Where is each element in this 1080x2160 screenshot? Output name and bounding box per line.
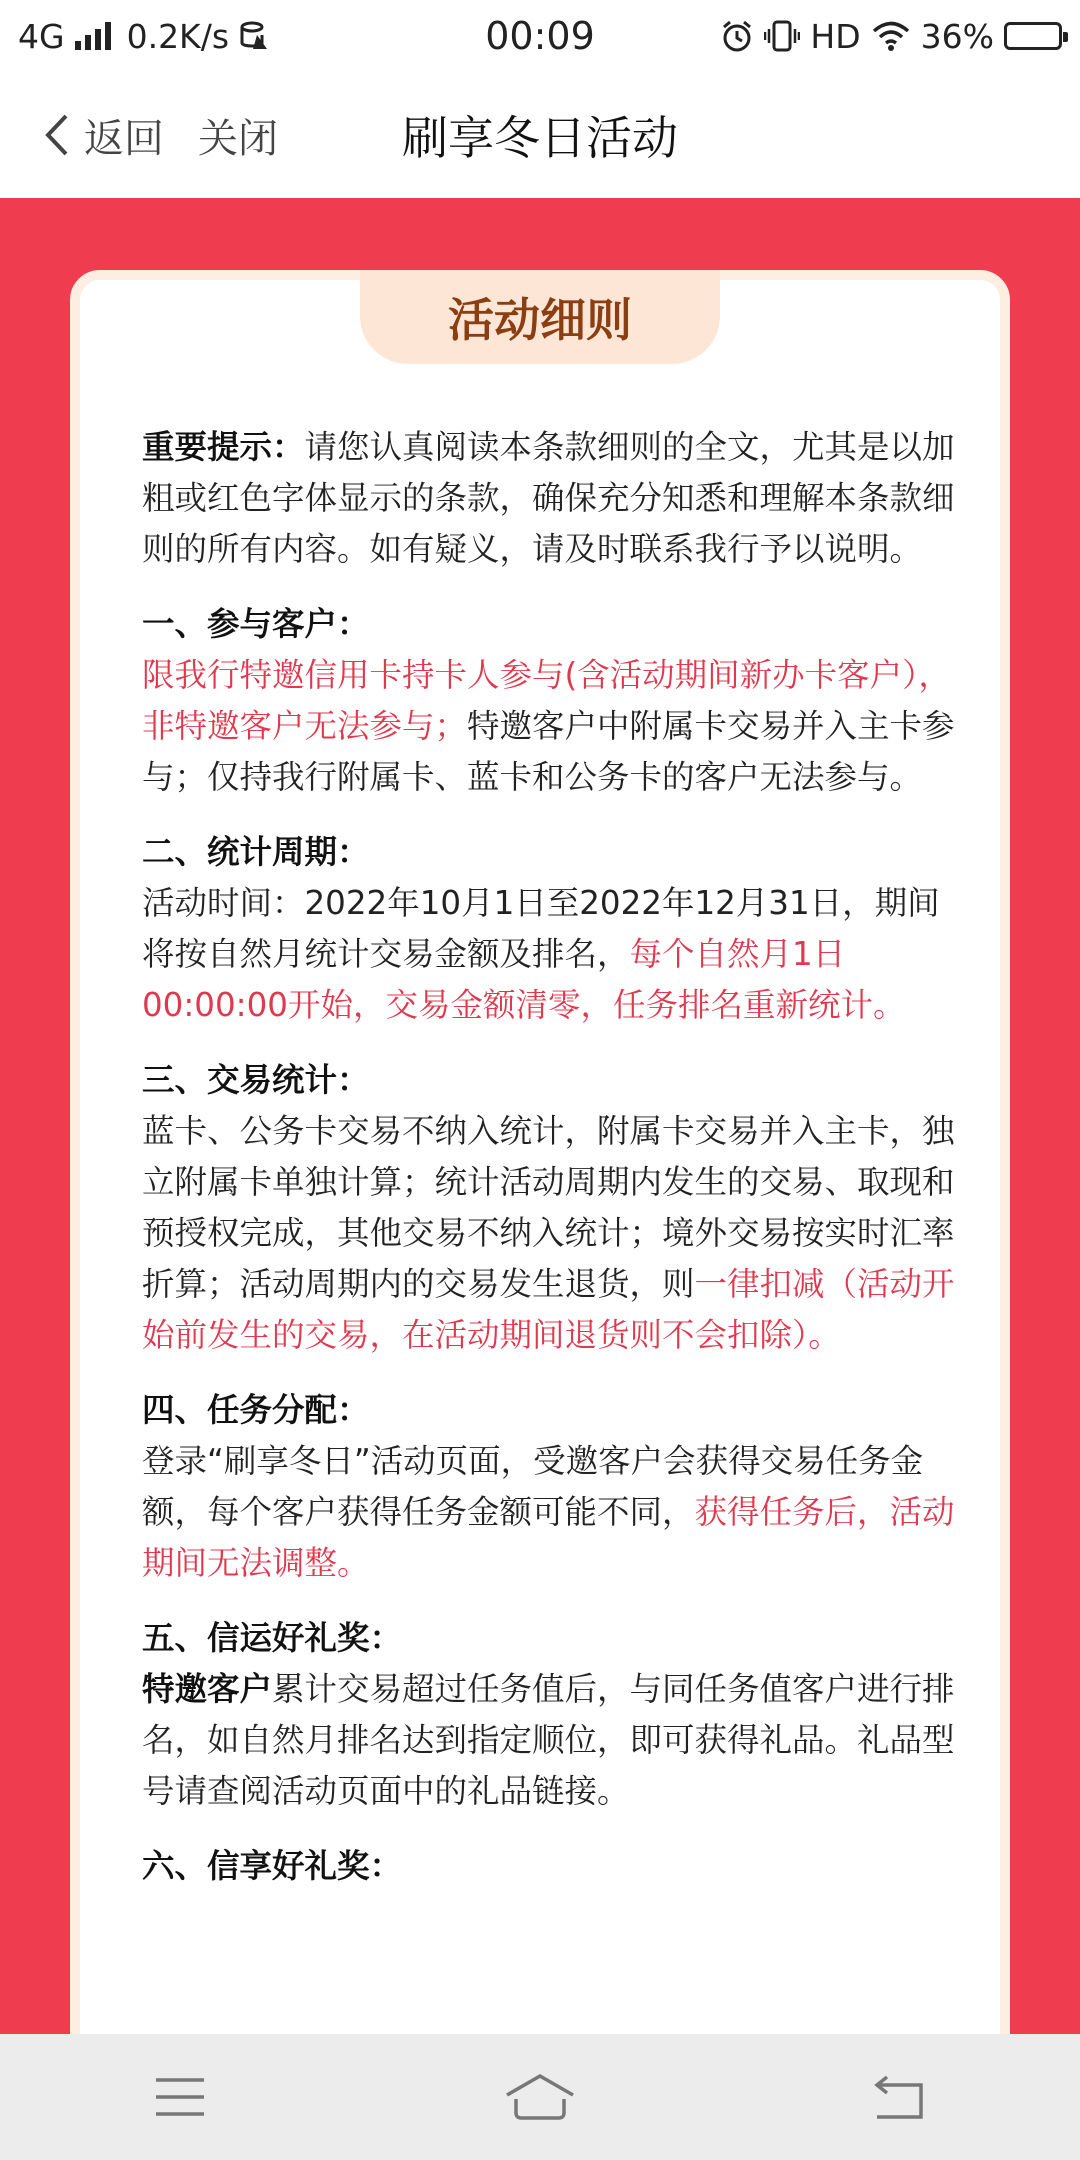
section-heading: 五、信运好礼奖： — [142, 1619, 403, 1657]
notice-text: 请您认真阅读本条款细则的全文，尤其是以加粗或红色字体显示的条款，确保充分知悉和理解本条款细则的所有内容。如有疑义，请及时联系我行予以说明。 — [142, 428, 955, 568]
section-text: 累计交易超过任务值后，与同任务值客户进行排名，如自然月排名达到指定顺位，即可获得礼品。礼品型号请查阅活动页面中的礼品链接。 — [142, 1670, 955, 1810]
home-button[interactable] — [470, 2047, 610, 2147]
back-button[interactable] — [44, 107, 164, 164]
notice-bold: 重要提示： — [142, 428, 305, 466]
section-heading: 三、交易统计： — [142, 1061, 370, 1099]
menu-button[interactable] — [110, 2047, 250, 2147]
data-saver-icon — [239, 21, 269, 51]
battery-icon — [1004, 22, 1062, 50]
section-heading: 四、任务分配： — [142, 1391, 370, 1429]
section-text: 蓝卡、公务卡交易不纳入统计，附属卡交易并入主卡，独立附属卡单独计算；统计活动周期内发生的交易、取现和预授权完成，其他交易不纳入统计；境外交易按实时汇率折算；活动周期内的交易发生退货，则 — [142, 1112, 955, 1303]
signal-icon — [75, 22, 111, 50]
vibrate-icon — [764, 19, 800, 53]
rules-card — [70, 270, 1010, 2034]
section-heading: 二、统计周期： — [142, 833, 370, 871]
section-red-text: 限我行特邀信用卡持卡人参与(含活动期间新办卡客户），非特邀客户无法参与； — [142, 656, 951, 745]
section-text: 登录“刷享冬日”活动页面，受邀客户会获得交易任务金额，每个客户获得任务金额可能不同， — [142, 1442, 924, 1531]
close-button[interactable]: 关闭 — [198, 115, 278, 162]
status-left — [18, 17, 720, 56]
status-right — [720, 17, 1062, 56]
section-gift-award — [142, 1613, 962, 1817]
section-text: 活动时间：2022年10月1日至2022年12月31日，期间将按自然月统计交易金额及排名， — [142, 884, 940, 973]
wifi-icon — [871, 20, 911, 52]
section-transactions — [142, 1055, 962, 1361]
rules-content — [142, 422, 962, 1916]
section-tasks — [142, 1385, 962, 1589]
back-nav-button[interactable] — [830, 2047, 970, 2147]
section-red-text: 获得任务后，活动期间无法调整。 — [142, 1493, 955, 1582]
status-bar — [0, 0, 1080, 72]
section-red-text: 一律扣减（活动开始前发生的交易，在活动期间退货则不会扣除）。 — [142, 1265, 955, 1354]
activity-background — [0, 198, 1080, 2034]
section-period — [142, 827, 962, 1031]
section-bold-text: 特邀客户 — [142, 1670, 273, 1708]
battery-percent: 36% — [920, 16, 994, 56]
notice-section — [142, 422, 962, 575]
hd-indicator: HD — [810, 16, 861, 56]
back-icon — [873, 2074, 927, 2120]
alarm-icon — [720, 19, 754, 53]
rules-tab-title: 活动细则 — [360, 270, 720, 364]
section-red-text: 每个自然月1日00:00:00开始，交易金额清零，任务排名重新统计。 — [142, 935, 906, 1024]
clock: 00:09 — [485, 14, 595, 58]
nav-bar — [0, 72, 1080, 198]
system-nav-bar — [0, 2034, 1080, 2160]
section-next — [142, 1841, 962, 1892]
section-text: 特邀客户中附属卡交易并入主卡参与；仅持我行附属卡、蓝卡和公务卡的客户无法参与。 — [142, 707, 955, 796]
network-type: 4G — [18, 16, 65, 56]
page-title: 刷享冬日活动 — [402, 111, 678, 165]
section-participants — [142, 599, 962, 803]
back-label: 返回 — [84, 115, 164, 162]
menu-icon — [153, 2075, 207, 2119]
home-icon — [504, 2073, 576, 2121]
chevron-left-icon — [44, 113, 70, 157]
section-heading: 六、信享好礼奖： — [142, 1847, 403, 1885]
network-speed: 0.2K/s — [126, 16, 230, 56]
section-heading: 一、参与客户： — [142, 605, 370, 643]
